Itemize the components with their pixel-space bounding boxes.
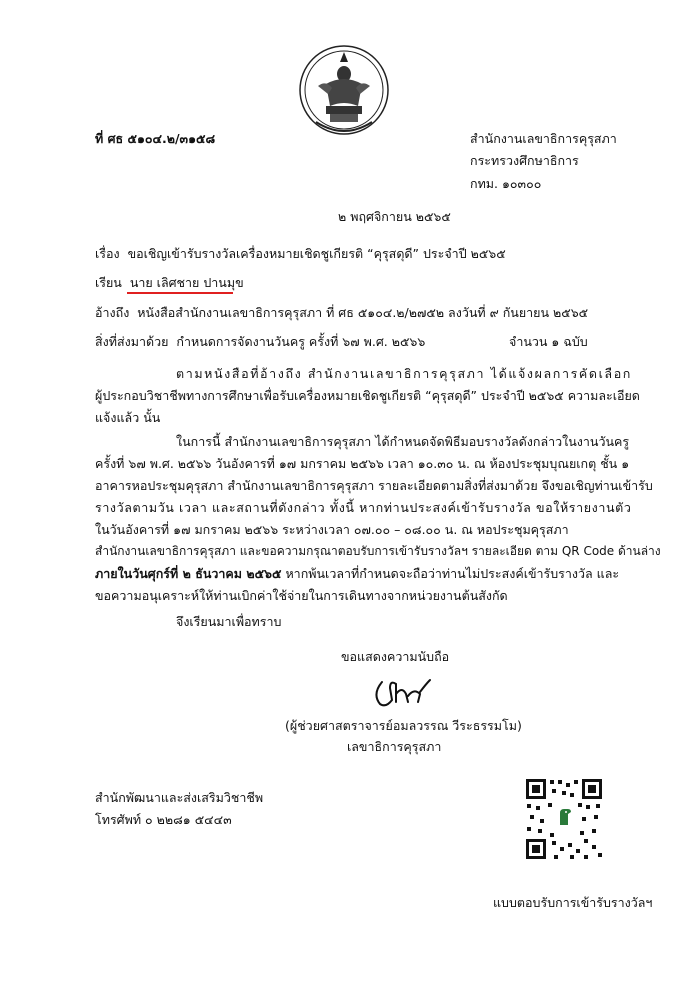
subject-line <box>95 244 506 264</box>
body-para1-line3: แจ้งแล้ว นั้น <box>95 410 161 425</box>
ministry-name: กระทรวงศึกษาธิการ <box>470 153 579 168</box>
department-phone: โทรศัพท์ ๐ ๒๒๘๑ ๕๔๔๓ <box>95 812 232 827</box>
enclosure-text: กำหนดการจัดงานวันครู ครั้งที่ ๖๗ พ.ศ. ๒๕๖๖ <box>176 334 426 349</box>
body-para2-line8: ขอความอนุเคราะห์ให้ท่านเบิกค่าใช้จ่ายในการเดินทางจากหน่วยงานต้นสังกัด <box>95 588 508 603</box>
subject-text: ขอเชิญเข้ารับรางวัลเครื่องหมายเชิดชูเกียรติ “คุรุสดุดี” ประจำปี ๒๕๖๕ <box>127 246 506 261</box>
recipient-name: นาย เลิศชาย ปานมุข <box>129 275 244 290</box>
reference-number: ที่ ศธ ๕๑๐๔.๒/๓๑๕๘ <box>95 131 216 146</box>
salutation-line <box>95 273 244 293</box>
office-name: สำนักงานเลขาธิการคุรุสภา <box>470 131 617 146</box>
body-para2-line4: รางวัลตามวัน เวลา และสถานที่ดังกล่าว ทั้งนี้ หากท่านประสงค์เข้ารับรางวัล ขอให้รายงานตัว <box>95 500 632 515</box>
enclosure-label: สิ่งที่ส่งมาด้วย <box>95 334 169 349</box>
qr-code-icon[interactable] <box>524 777 604 861</box>
body-para3: จึงเรียนมาเพื่อทราบ <box>176 614 282 629</box>
body-para2-line6: สำนักงานเลขาธิการคุรุสภา และขอความกรุณาตอบรับการเข้ารับรางวัลฯ รายละเอียด ตาม QR Code ด้านล่าง <box>95 544 661 558</box>
body-para1-line1: ตามหนังสือที่อ้างถึง สำนักงานเลขาธิการคุรุสภา ได้แจ้งผลการคัดเลือก <box>176 366 632 381</box>
signature-image <box>368 672 438 712</box>
body-para2-line7-rest: หากพ้นเวลาที่กำหนดจะถือว่าท่านไม่ประสงค์เข้ารับรางวัล และ <box>281 566 620 581</box>
enclosure-line <box>95 332 425 352</box>
letter-date: ๒ พฤศจิกายน ๒๕๖๕ <box>338 209 451 224</box>
qr-caption: แบบตอบรับการเข้ารับรางวัลฯ <box>493 895 653 910</box>
body-para2-line3: อาคารหอประชุมคุรุสภา สำนักงานเลขาธิการคุรุสภา รายละเอียดตามสิ่งที่ส่งมาด้วย จึงขอเชิญท่านเข้ารับ <box>95 478 653 493</box>
reference-line <box>95 303 588 323</box>
deadline-text: ภายในวันศุกร์ที่ ๒ ธันวาคม ๒๕๖๕ <box>95 566 282 581</box>
body-para1-line2: ผู้ประกอบวิชาชีพทางการศึกษาเพื่อรับเครื่องหมายเชิดชูเกียรติ “คุรุสดุดี” ประจำปี ๒๕๖๕ ความละเอียด <box>95 388 640 403</box>
postal-address: กทม. ๑๐๓๐๐ <box>470 176 542 191</box>
body-para2-line2: ครั้งที่ ๖๗ พ.ศ. ๒๕๖๖ วันอังคารที่ ๑๗ มกราคม ๒๕๖๖ เวลา ๑๐.๓๐ น. ณ ห้องประชุมบุณยเกตุ ชั้น ๑ <box>95 456 630 471</box>
subject-label: เรื่อง <box>95 246 120 261</box>
recipient-underline <box>127 292 233 294</box>
body-para2-line7 <box>95 564 619 584</box>
enclosure-count: จำนวน ๑ ฉบับ <box>509 334 588 349</box>
reference-label: อ้างถึง <box>95 305 130 320</box>
salutation-label: เรียน <box>95 275 122 290</box>
garuda-emblem-icon <box>296 44 392 144</box>
signer-title: เลขาธิการคุรุสภา <box>347 739 442 754</box>
reference-text: หนังสือสำนักงานเลขาธิการคุรุสภา ที่ ศธ ๕๑๐๔.๒/๒๗๕๒ ลงวันที่ ๙ กันยายน ๒๕๖๕ <box>137 305 589 320</box>
signer-name: (ผู้ช่วยศาสตราจารย์อมลวรรณ วีระธรรมโม) <box>285 718 522 733</box>
body-para2-line5: ในวันอังคารที่ ๑๗ มกราคม ๒๕๖๖ ระหว่างเวลา ๐๗.๐๐ – ๐๘.๐๐ น. ณ หอประชุมคุรุสภา <box>95 522 569 537</box>
department-name: สำนักพัฒนาและส่งเสริมวิชาชีพ <box>95 790 264 805</box>
body-para2-line1: ในการนี้ สำนักงานเลขาธิการคุรุสภา ได้กำหนดจัดพิธีมอบรางวัลดังกล่าวในงานวันครู <box>176 434 630 449</box>
closing-regards: ขอแสดงความนับถือ <box>341 649 450 664</box>
